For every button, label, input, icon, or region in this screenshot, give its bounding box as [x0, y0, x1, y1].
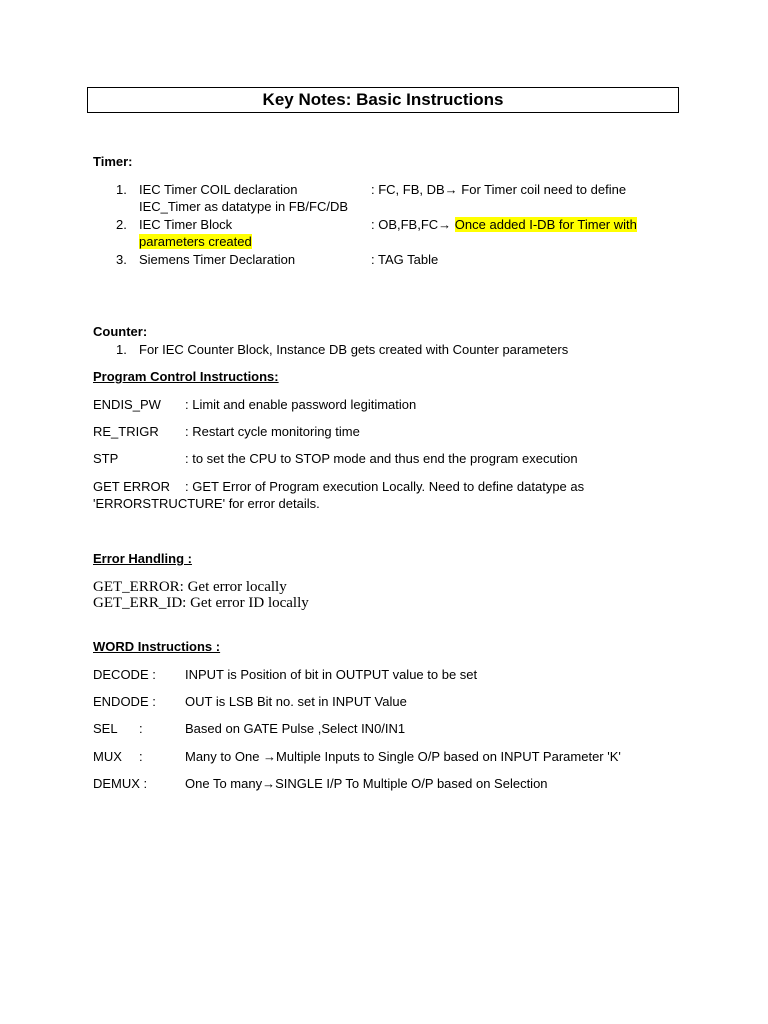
timer-item-1-name-continued: IEC_Timer as datatype in FB/FC/DB [139, 199, 349, 214]
program-control-key: RE_TRIGR [93, 424, 159, 439]
word-desc: OUT is LSB Bit no. set in INPUT Value [185, 694, 407, 709]
word-instructions-heading: WORD Instructions : [93, 639, 221, 654]
program-control-key: STP [93, 451, 119, 466]
timer-item-3-number: 3. [116, 252, 127, 267]
timer-item-2-number: 2. [116, 217, 127, 232]
highlight-text: parameters created [139, 234, 252, 249]
arrow-icon: → [262, 776, 276, 791]
word-desc-part: Multiple Inputs to Single O/P based on INPUT Parameter 'K' [276, 749, 621, 764]
word-key: SEL [93, 721, 118, 736]
word-key-colon: : [139, 749, 143, 764]
timer-item-3-name: Siemens Timer Declaration [139, 252, 296, 267]
word-key: DEMUX : [93, 776, 148, 791]
word-desc-part: SINGLE I/P To Multiple O/P based on Selection [275, 776, 548, 791]
counter-heading: Counter: [93, 324, 148, 339]
error-handling-heading: Error Handling : [93, 551, 192, 566]
word-key-colon: : [139, 721, 143, 736]
program-control-desc: : to set the CPU to STOP mode and thus end the program execution [185, 451, 578, 466]
timer-item-2-value [371, 216, 637, 233]
arrow-icon: → [263, 749, 277, 764]
timer-heading: Timer: [93, 154, 133, 169]
timer-item-1-number: 1. [116, 182, 127, 197]
counter-item-1-text: For IEC Counter Block, Instance DB gets created with Counter parameters [139, 342, 569, 357]
timer-item-2-highlight: Once added I-DB for Timer with [454, 217, 637, 232]
timer-item-1-value-rest: For Timer coil need to define [461, 182, 627, 197]
error-handling-line: GET_ERR_ID: Get error ID locally [93, 595, 309, 611]
word-key: MUX [93, 749, 122, 764]
counter-item-1-number: 1. [116, 342, 127, 357]
program-control-desc-continued: 'ERRORSTRUCTURE' for error details. [93, 496, 320, 511]
word-desc-part: One To many [185, 776, 263, 791]
program-control-desc: : Limit and enable password legitimation [185, 397, 417, 412]
program-control-heading: Program Control Instructions: [93, 369, 279, 384]
timer-item-2-name: IEC Timer Block [139, 217, 233, 232]
timer-item-3-value: : TAG Table [371, 252, 439, 267]
arrow-icon: → [438, 217, 452, 232]
program-control-key: GET ERROR [93, 479, 171, 494]
timer-item-1-value [371, 181, 626, 198]
word-desc [185, 775, 548, 792]
document-title: Key Notes: Basic Instructions [87, 87, 679, 113]
word-desc: INPUT is Position of bit in OUTPUT value to be set [185, 667, 478, 682]
error-handling-line: GET_ERROR: Get error locally [93, 579, 287, 595]
program-control-desc: : Restart cycle monitoring time [185, 424, 360, 439]
word-key: DECODE : [93, 667, 156, 682]
word-key: ENDODE : [93, 694, 156, 709]
timer-item-1-name: IEC Timer COIL declaration [139, 182, 298, 197]
word-desc [185, 748, 621, 765]
timer-item-2-value-text: : OB,FB,FC [371, 217, 439, 232]
word-desc: Based on GATE Pulse ,Select IN0/IN1 [185, 721, 406, 736]
timer-item-2-highlight-continued [139, 233, 252, 250]
timer-item-1-value-text: : FC, FB, DB [371, 182, 445, 197]
arrow-icon: → [444, 182, 458, 197]
word-desc-part: Many to One [185, 749, 264, 764]
program-control-desc: : GET Error of Program execution Locally. Need to define datatype as [185, 479, 585, 494]
program-control-key: ENDIS_PW [93, 397, 161, 412]
